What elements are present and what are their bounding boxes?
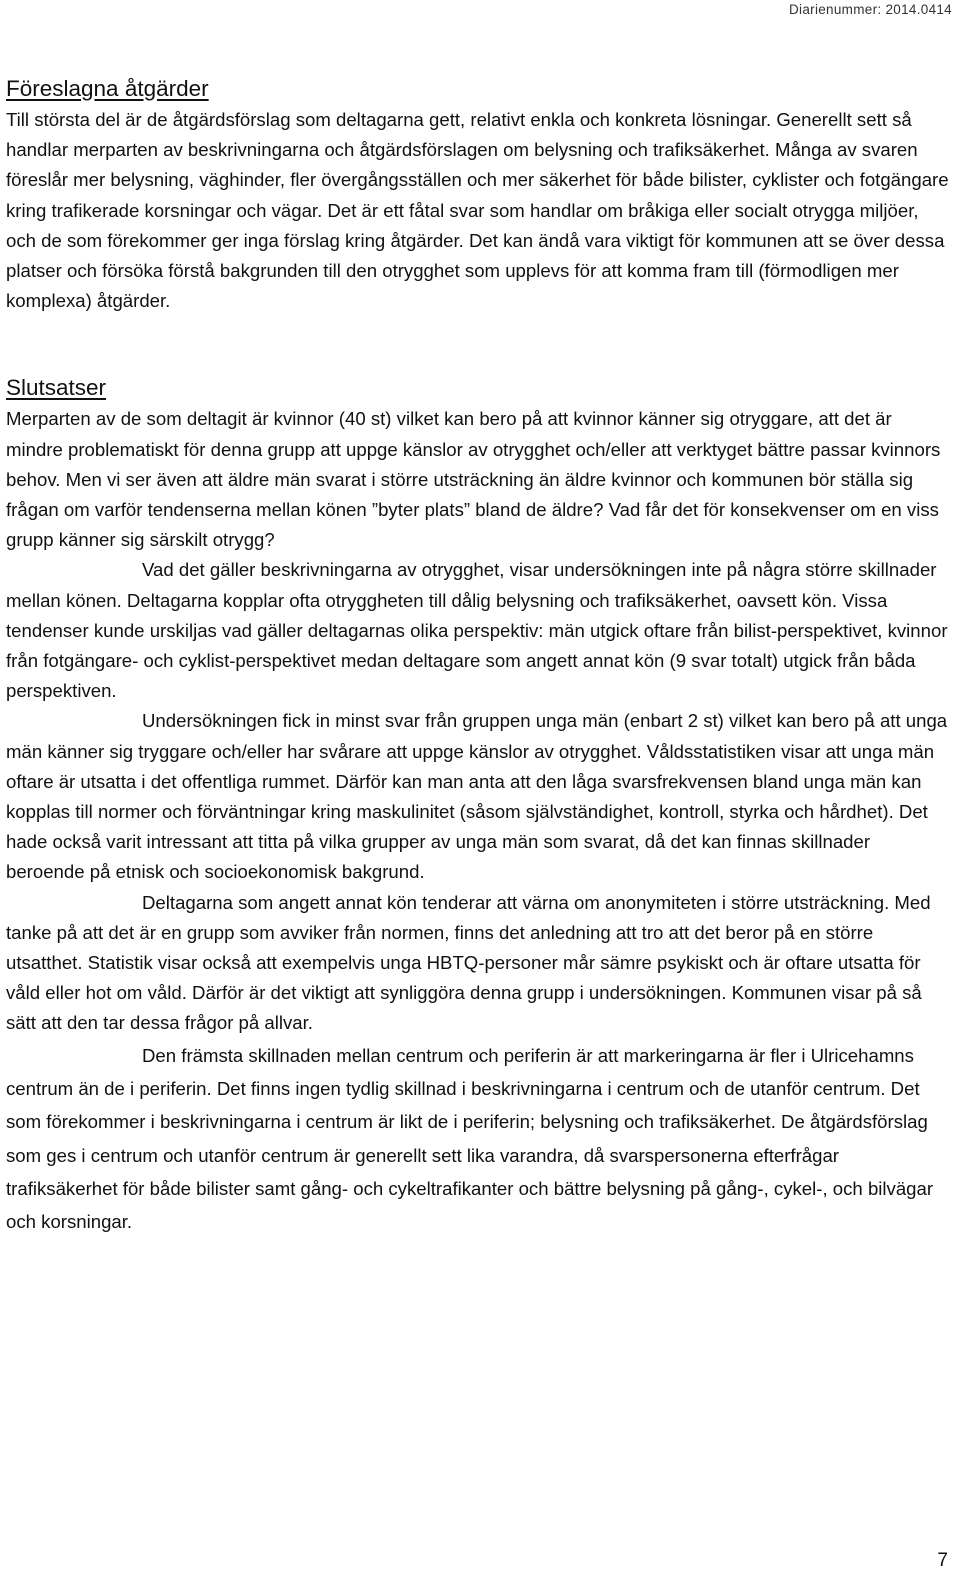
heading-slutsatser: Slutsatser — [6, 375, 107, 401]
paragraph-slutsatser-3: Undersökningen fick in minst svar från gruppen unga män (enbart 2 st) vilket kan bero på att unga män känner sig tryggare och/eller har svårare att uppge känslor av otrygghet. Våldsstatistiken visar att unga män oftare är utsatta i det offentliga rummet. Därför kan man anta att den låga svarsfrekvensen bland unga män kan kopplas till normer och förväntningar kring maskulinitet (såsom självständighet, kontroll, styrka och hårdhet). Det hade också varit intressant att titta på vilka grupper av unga män som svarat, då det kan finnas skillnader beroende på etnisk och socioekonomisk bakgrund. — [6, 710, 948, 883]
section-spacer — [6, 316, 952, 372]
heading-foreslagna-atgarder: Föreslagna åtgärder — [6, 76, 209, 101]
paragraph-slutsatser-2: Vad det gäller beskrivningarna av otrygghet, visar undersökningen inte på några större skillnader mellan könen. Deltagarna kopplar ofta otryggheten till dålig belysning och trafiksäkerhet, oavsett kön. Vissa tendenser kunde urskiljas vad gäller deltagarnas olika perspektiv: män utgick oftare från bilist-perspektivet, kvinnor från fotgängare- och cyklist-perspektivet medan deltagare som angett annat kön (9 svar totalt) utgick från båda perspektiven. — [6, 559, 948, 702]
page-number: 7 — [937, 1550, 948, 1571]
paragraph-slutsatser-5: Den främsta skillnaden mellan centrum och periferin är att markeringarna är fler i Ulricehamns centrum än de i periferin. Det finns ingen tydlig skillnad i beskrivningarna i centrum och de utanför centrum. Det som förekommer i beskrivningarna i centrum är likt de i periferin; belysning och trafiksäkerhet. De åtgärdsförslag som ges i centrum och utanför centrum är generellt sett lika varandra, då svarspersonerna efterfrågar trafiksäkerhet för både bilister samt gång- och cykeltrafikanter och bättre belysning på gång-, cykel-, och bilvägar och korsningar. — [6, 1044, 934, 1233]
paragraph-slutsatser-4: Deltagarna som angett annat kön tenderar att värna om anonymiteten i större utsträckning. Med tanke på att det är en grupp som avviker från normen, finns det anledning att tro att det beror på en större utsatthet. Statistik visar också att exempelvis unga HBTQ-personer mår sämre psykiskt och är oftare utsatta för våld eller hot om våld. Därför är det viktigt att synliggöra denna grupp i undersökningen. Kommunen visar på så sätt att den tar dessa frågor på allvar. — [6, 891, 931, 1034]
document-body — [6, 73, 952, 1238]
paragraph-foreslagna-1: Till största del är de åtgärdsförslag som deltagarna gett, relativt enkla och konkreta lösningar. Generellt sett så handlar merparten av beskrivningarna och åtgärdsförslagen om belysning och trafiksäkerhet. Många av svaren föreslår mer belysning, väghinder, fler övergångsställen och mer säkerhet för både bilister, cyklister och fotgängare kring trafikerade korsningar och vägar. Det är ett fåtal svar som handlar om bråkiga eller socialt otrygga miljöer, och de som förekommer ger inga förslag kring åtgärder. Det kan ändå vara viktigt för kommunen att se över dessa platser och försöka förstå bakgrunden till den otrygghet som upplevs för att komma fram till (förmodligen mer komplexa) åtgärder. — [6, 109, 949, 312]
paragraph-slutsatser-1: Merparten av de som deltagit är kvinnor (40 st) vilket kan bero på att kvinnor känner sig otryggare, att det är mindre problematiskt för denna grupp att uppge känslor av otrygghet och/eller att verktyget bättre passar kvinnors behov. Men vi ser även att äldre män svarat i större utsträckning än äldre kvinnor och kommunen bör ställa sig frågan om varför tendenserna mellan könen ”byter plats” bland de äldre? Vad får det för konsekvenser om en viss grupp känner sig särskilt otrygg? — [6, 408, 941, 551]
diarienummer: Diarienummer: 2014.0414 — [789, 2, 952, 17]
